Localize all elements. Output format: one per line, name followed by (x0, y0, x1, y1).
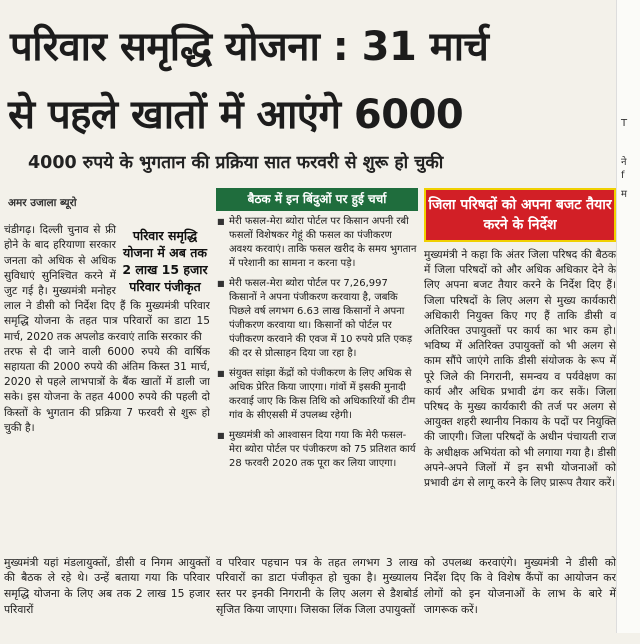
sub-headline: 4000 रुपये के भुगतान की प्रक्रिया सात फरवरी से शुरू हो चुकी (28, 153, 444, 173)
meeting-point: ■ मेरी फसल-मेरा ब्योरा पोर्टल पर किसान अपनी रबी फसलों विशेषकर गेहूं की फसल का पंजीकरण अवश्य करवाएं। ताकि फसल खरीद के समय भुगतान में परेशानी का सामना न करना पड़े। (216, 215, 418, 271)
column-main-story (4, 196, 210, 542)
highlight-callout: परिवार समृद्धि योजना में अब तक 2 लाख 15 हजार परिवार पंजीकृत (122, 228, 208, 295)
bottom-text-col-1: मुख्यमंत्री यहां मंडलायुक्तों, डीसी व निगम आयुक्तों की बैठक ले रहे थे। उन्हें बताया गया कि परिवार समृद्धि योजना के लिए अब तक 2 लाख 15 हजार परिवारों (4, 555, 210, 616)
district-council-title: जिला परिषदों को अपना बजट तैयार करने के निर्देश (424, 188, 616, 242)
meeting-points-list (216, 215, 418, 471)
story-paragraph-1 (4, 223, 210, 345)
story-text-a: चंडीगढ़। दिल्ली चुनाव से फ्री होने के बाद हरियाणा सरकार जनता को अधिक से अधिक सुविधाएं सुनिश्चित करने में जुट गई है। मुख्यमंत्री मनोहर लाल ने डीसी को निर्देश दिए हैं कि मुख्यमंत्री परिवार समृद्धि योजना के तहत पात्र परिवारों का डाटा 15 मार्च, 2020 तक अपलोड करवाएं ताकि सरकार की (4, 224, 210, 343)
meeting-points-box (216, 188, 418, 540)
edge-glyph: f (621, 170, 625, 181)
meeting-point: ■ मेरी फसल-मेरा ब्योरा पोर्टल पर 7,26,997 किसानों ने अपना पंजीकरण करवाया है, जबकि पिछले वर्ष लगभग 6.63 लाख किसानों ने अपना पंजीकरण करवाया था। किसानों को पोर्टल पर पंजीकरण करवाने की एवज में 10 रुपये प्रति एकड़ की दर से प्रोत्साहन दिया जा रहा है। (216, 277, 418, 361)
headline-line-1: परिवार समृद्धि योजना : 31 मार्च (10, 24, 489, 70)
meeting-point: ■ मुख्यमंत्री को आश्वासन दिया गया कि मेरी फसल-मेरा ब्योरा पोर्टल पर पंजीकरण को 75 प्रतिशत कार्य 28 फरवरी 2020 तक पूरा कर लिया जाएगा। (216, 429, 418, 471)
meeting-points-title: बैठक में इन बिंदुओं पर हुई चर्चा (216, 188, 418, 211)
edge-glyph: म (621, 189, 627, 200)
district-council-body: मुख्यमंत्री ने कहा कि अंतर जिला परिषद की बैठक में जिला परिषदों को और अधिक अधिकार देने के लिए अपना बजट तैयार करने के निर्देश दिए हैं। जिला परिषदों के लिए अलग से मुख्य कार्यकारी अधिकारी नियुक्त किए गए हैं ताकि डीसी व अतिरिक्त उपायुक्तों पर कार्य का भार कम हो। भविष्य में अतिरिक्त उपायुक्तों को भी अलग से काम सौंपे जाएंगे ताकि डीसी संयोजक के रूप में पूरे जिले की निगरानी, समन्वय व पर्यवेक्षण का कार्य और अधिक प्रभावी ढंग कर सकें। जिला परिषद के मुख्य कार्यकारी की तर्ज पर अलग से आयुक्त शहरी स्थानीय निकाय के पदों पर नियुक्ति की जाएगी। जिला परिषदों के अधीन पंचायती राज के अधीक्षक अभियंता को भी लगाया गया है। डीसी अपने-अपने जिलों में इन सभी योजनाओं को प्रभावी ढंग से लागू करने के लिए प्रारूप तैयार करें। (424, 249, 616, 490)
byline: अमर उजाला ब्यूरो (8, 197, 77, 209)
story-text-b: तरफ से दी जाने वाली 6000 रुपये की वार्षिक सहायता की 2000 रुपये की अंतिम किस्त 31 मार्च, 2020 से पहले लाभपात्रों के बैंक खातों में डाली जा सके। इस योजना के तहत 4000 रुपये की पहली दो किस्तों के भुगतान की प्रक्रिया 7 फरवरी से शुरू हो चुकी है। (4, 345, 210, 434)
meeting-point: ■ संयुक्त सांझा केंद्रों को पंजीकरण के लिए अधिक से अधिक प्रेरित किया जाएगा। गांवों में इसकी मुनादी करवाई जाए कि किस तिथि को अधिकारियों की टीम गांव के सीएससी में उपलब्ध रहेगी। (216, 367, 418, 423)
adjacent-page-edge (616, 0, 640, 633)
bottom-text-col-3: को उपलब्ध करवाएंगे। मुख्यमंत्री ने डीसी को निर्देश दिए कि वे विशेष कैंपों का आयोजन कर लोगों को इन योजनाओं के लाभ के बारे में जागरूक करें। (424, 555, 616, 616)
edge-glyph: T (621, 118, 628, 129)
bottom-text-col-2: व परिवार पहचान पत्र के तहत लगभग 3 लाख परिवारों का डाटा पंजीकृत हो चुका है। मुख्यालय स्तर पर इनकी निगरानी के लिए अलग से डैशबोर्ड सृजित किया जाएगा। जिसका लिंक जिला उपायुक्तों (216, 555, 418, 616)
district-council-box (424, 188, 616, 540)
headline-line-2: से पहले खातों में आएंगे 6000 (8, 92, 464, 138)
edge-glyph: ने (621, 157, 627, 168)
